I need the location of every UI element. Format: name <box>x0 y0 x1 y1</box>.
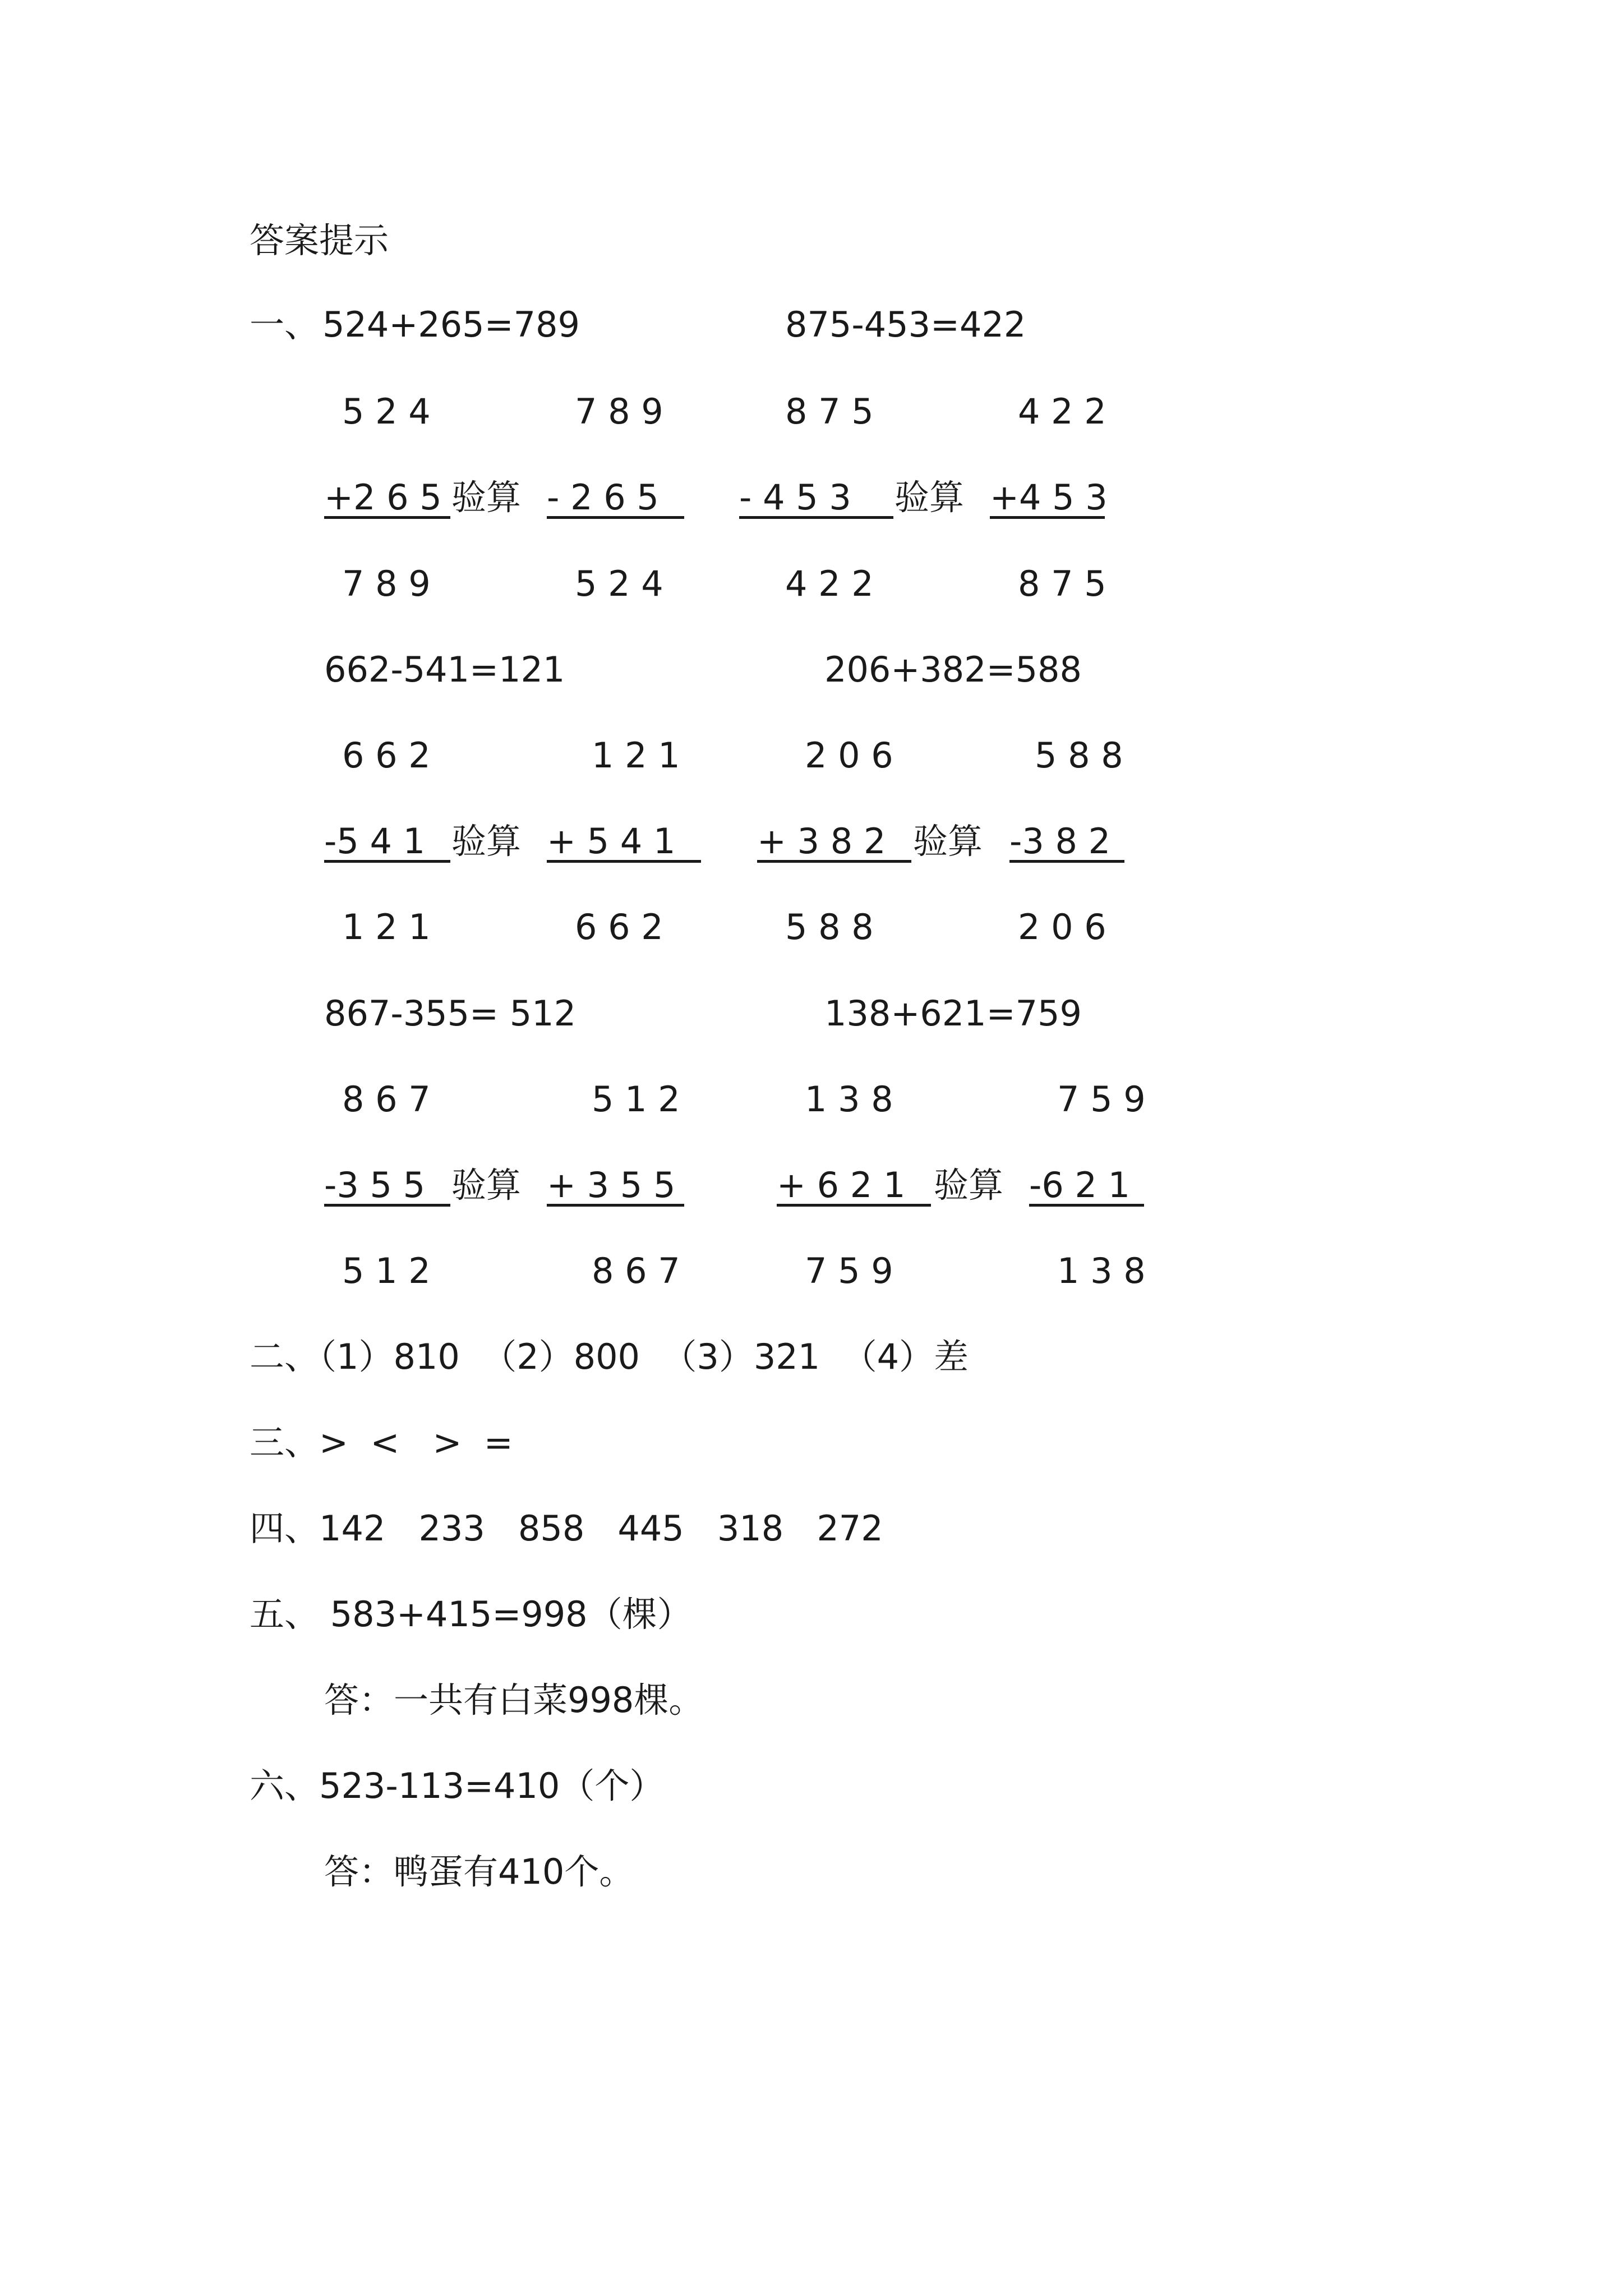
check-label: 验算 <box>451 477 522 518</box>
calc-underline <box>1009 860 1124 863</box>
calc-top: 2 0 6 <box>805 735 893 776</box>
check-label: 验算 <box>895 477 965 518</box>
calc-top: 6 6 2 <box>342 735 431 776</box>
calc-underline <box>324 860 450 863</box>
calc-top: 4 2 2 <box>1018 391 1106 432</box>
calc-operand: + 3 8 2 <box>757 821 886 862</box>
calc-underline <box>324 1204 450 1207</box>
calc-result: 5 1 2 <box>342 1250 431 1291</box>
calc-operand: -5 4 1 <box>324 821 426 862</box>
calc-result: 5 2 4 <box>575 563 663 604</box>
calc-top: 1 2 1 <box>592 735 680 776</box>
calc-result: 8 7 5 <box>1018 563 1106 604</box>
calc-operand: +2 6 5 <box>324 477 442 518</box>
check-label: 验算 <box>934 1165 1004 1205</box>
calc-operand: + 6 2 1 <box>777 1165 906 1205</box>
calc-result: 8 6 7 <box>592 1250 680 1291</box>
calc-top: 5 1 2 <box>592 1079 680 1120</box>
equation-2-left: 662-541=121 <box>324 649 565 690</box>
section4-answers: 四、142 233 858 445 318 272 <box>250 1508 883 1549</box>
calc-underline <box>547 1204 684 1207</box>
calc-result: 4 2 2 <box>785 563 874 604</box>
calc-operand: - 2 6 5 <box>547 477 659 518</box>
calc-top: 7 5 9 <box>1057 1079 1146 1120</box>
calc-operand: -3 5 5 <box>324 1165 426 1205</box>
calc-result: 1 3 8 <box>1057 1250 1146 1291</box>
calc-top: 7 8 9 <box>575 391 663 432</box>
equation-2-right: 206+382=588 <box>824 649 1082 690</box>
section5-equation: 五、 583+415=998（棵） <box>250 1594 692 1635</box>
calc-underline <box>1029 1204 1144 1207</box>
calc-top: 5 8 8 <box>1035 735 1123 776</box>
calc-operand: +4 5 3 <box>990 477 1108 518</box>
calc-top: 8 7 5 <box>785 391 874 432</box>
calc-operand: -6 2 1 <box>1029 1165 1131 1205</box>
calc-underline <box>547 516 684 519</box>
section5-answer: 答：一共有白菜998棵。 <box>324 1680 704 1720</box>
calc-underline <box>990 516 1105 519</box>
calc-underline <box>324 516 450 519</box>
calc-underline <box>777 1204 931 1207</box>
section2-answers: 二、（1）810 （2）800 （3）321 （4）差 <box>250 1336 969 1377</box>
calc-result: 1 2 1 <box>342 907 431 947</box>
section6-equation: 六、523-113=410（个） <box>250 1765 665 1806</box>
calc-operand: + 5 4 1 <box>547 821 676 862</box>
equation-3-right: 138+621=759 <box>824 993 1082 1034</box>
calc-top: 1 3 8 <box>805 1079 893 1120</box>
calc-top: 8 6 7 <box>342 1079 431 1120</box>
section6-answer: 答：鸭蛋有410个。 <box>324 1851 634 1892</box>
check-label: 验算 <box>451 821 522 862</box>
equation-1-left: 524+265=789 <box>322 304 580 345</box>
calc-top: 5 2 4 <box>342 391 431 432</box>
calc-result: 2 0 6 <box>1018 907 1106 947</box>
page-title: 答案提示 <box>250 220 389 261</box>
calc-result: 5 8 8 <box>785 907 874 947</box>
calc-result: 6 6 2 <box>575 907 663 947</box>
calc-result: 7 8 9 <box>342 563 431 604</box>
section3-answers: 三、> < > = <box>250 1422 513 1463</box>
calc-result: 7 5 9 <box>805 1250 893 1291</box>
check-label: 验算 <box>451 1165 522 1205</box>
section1-label: 一、 <box>250 304 320 345</box>
calc-operand: -3 8 2 <box>1009 821 1111 862</box>
calc-operand: - 4 5 3 <box>739 477 851 518</box>
calc-underline <box>757 860 911 863</box>
check-label: 验算 <box>913 821 983 862</box>
calc-operand: + 3 5 5 <box>547 1165 676 1205</box>
equation-1-right: 875-453=422 <box>785 304 1026 345</box>
calc-underline <box>739 516 893 519</box>
calc-underline <box>547 860 701 863</box>
equation-3-left: 867-355= 512 <box>324 993 577 1034</box>
